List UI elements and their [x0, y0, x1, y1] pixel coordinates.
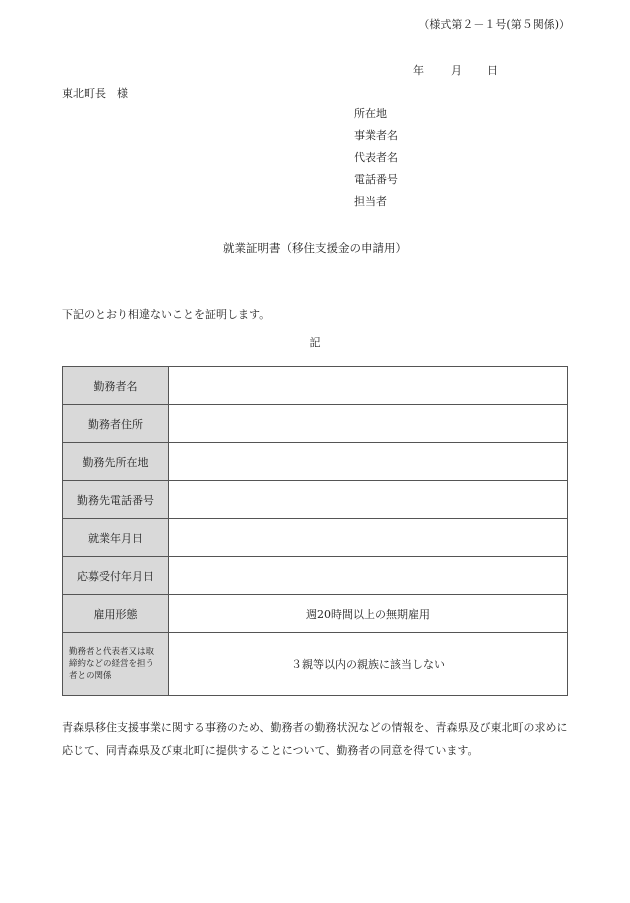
row-label: 雇用形態 [63, 595, 169, 633]
row-value [169, 443, 568, 481]
row-value [169, 519, 568, 557]
row-label: 勤務者住所 [63, 405, 169, 443]
date-line [413, 62, 498, 78]
row-label: 応募受付年月日 [63, 557, 169, 595]
applicant-address-label: 所在地 [354, 107, 387, 120]
table-row [63, 405, 568, 443]
table-row [63, 557, 568, 595]
form-code: （様式第２－１号(第５関係)） [418, 18, 570, 31]
row-value [169, 405, 568, 443]
row-value [169, 367, 568, 405]
row-label: 就業年月日 [63, 519, 169, 557]
table-row [63, 633, 568, 696]
ki-marker: 記 [309, 336, 321, 349]
table-row [63, 519, 568, 557]
date-day: 日 [487, 64, 498, 77]
applicant-business-name-label: 事業者名 [354, 129, 398, 142]
employment-info-table [62, 366, 568, 696]
row-value [169, 481, 568, 519]
date-year: 年 [413, 64, 424, 77]
row-value: 週20時間以上の無期雇用 [169, 595, 568, 633]
consent-statement: 青森県移住支援事業に関する事務のため、勤務者の勤務状況などの情報を、青森県及び東北町の求めに応じて、同青森県及び東北町に提供することについて、勤務者の同意を得ています。 [62, 721, 568, 757]
row-label: 勤務者と代表者又は取締約などの経営を担う者との関係 [63, 633, 169, 696]
row-label: 勤務先電話番号 [63, 481, 169, 519]
applicant-contact-person-label: 担当者 [354, 195, 387, 208]
row-label: 勤務先所在地 [63, 443, 169, 481]
date-month: 月 [451, 64, 462, 77]
addressee: 東北町長 様 [62, 87, 128, 100]
applicant-phone-label: 電話番号 [354, 173, 398, 186]
document-title: 就業証明書（移住支援金の申請用） [223, 241, 407, 255]
applicant-block [354, 106, 398, 216]
row-label: 勤務者名 [63, 367, 169, 405]
table-row [63, 367, 568, 405]
table-row [63, 443, 568, 481]
table-row [63, 481, 568, 519]
row-value: ３親等以内の親族に該当しない [169, 633, 568, 696]
certification-statement: 下記のとおり相違ないことを証明します。 [62, 308, 271, 321]
table-row [63, 595, 568, 633]
row-value [169, 557, 568, 595]
applicant-representative-label: 代表者名 [354, 151, 398, 164]
